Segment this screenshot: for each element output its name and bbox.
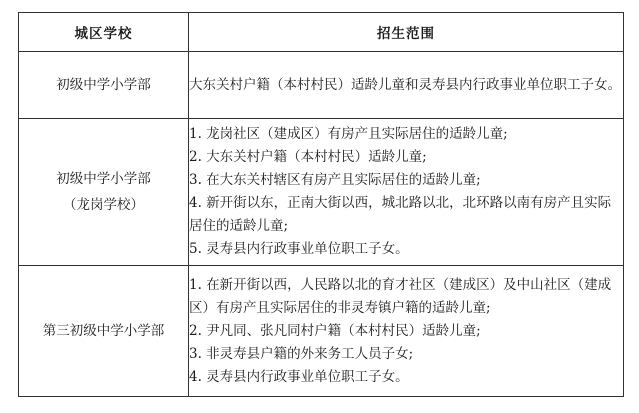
school-cell <box>19 119 189 266</box>
school-name: 第三初级中学小学部 <box>42 323 165 339</box>
table-row <box>19 266 624 397</box>
table-row <box>19 52 624 119</box>
range-cell <box>189 52 624 119</box>
range-item: 2. 尹凡同、张凡同村户籍（本村村民）适龄儿童; <box>189 322 481 339</box>
range-cell <box>189 266 624 397</box>
range-cell <box>189 119 624 266</box>
range-item: 1. 在新开街以西，人民路以北的育才社区（建成区）及中山社区（建成区）有房产且实际居住的非灵寿镇户籍的适龄儿童; <box>189 276 612 316</box>
range-item: 4. 新开街以东，正南大街以西，城北路以北，北环路以南有房产且实际居住的适龄儿童; <box>189 195 612 234</box>
table-row <box>19 119 624 266</box>
enrollment-table <box>18 12 624 397</box>
range-item: 5. 灵寿县内行政事业单位职工子女。 <box>189 241 409 257</box>
school-subname: （龙岗学校） <box>63 197 144 213</box>
range-item: 4. 灵寿县内行政事业单位职工子女。 <box>189 368 409 385</box>
range-item: 2. 大东关村户籍（本村村民）适龄儿童; <box>189 149 427 165</box>
range-item: 1. 龙岗社区（建成区）有房产且实际居住的适龄儿童; <box>189 126 508 142</box>
header-range: 招生范围 <box>189 13 624 52</box>
range-text: 大东关村户籍（本村村民）适龄儿童和灵寿县内行政事业单位职工子女。 <box>189 76 621 93</box>
range-item: 3. 非灵寿县户籍的外来务工人员子女; <box>189 345 414 362</box>
header-school: 城区学校 <box>19 13 189 52</box>
school-cell <box>19 266 189 397</box>
range-item: 3. 在大东关村辖区有房产且实际居住的适龄儿童; <box>189 172 481 188</box>
header-row <box>19 13 624 52</box>
school-name: 初级中学小学部 <box>56 77 151 93</box>
school-cell <box>19 52 189 119</box>
school-name: 初级中学小学部 <box>56 171 151 187</box>
